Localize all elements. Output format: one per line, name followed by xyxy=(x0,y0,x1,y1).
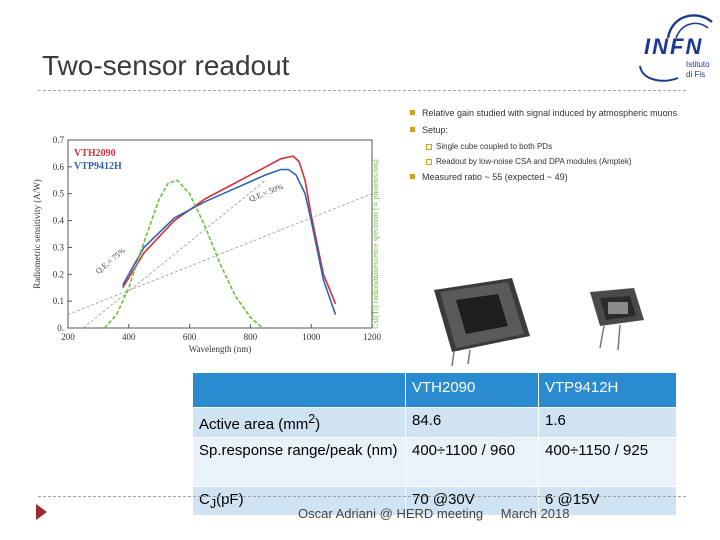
y-tick-label: 0.6 xyxy=(52,161,64,172)
table-row xyxy=(193,438,677,487)
bullet-list xyxy=(410,108,715,189)
bullet-ratio: Measured ratio ~ 55 (expected ~ 49) xyxy=(410,172,715,182)
header-cell-empty xyxy=(193,373,406,408)
x-tick-label: 1200 xyxy=(363,332,381,342)
cell-value: 70 @30V xyxy=(406,487,539,516)
sensitivity-chart xyxy=(32,128,388,358)
x-tick-label: 1000 xyxy=(302,332,321,342)
photodiode-photo xyxy=(420,270,660,370)
footer-author: Oscar Adriani @ HERD meeting xyxy=(298,506,484,521)
annotation-qe-50: Q.E.= 50% xyxy=(247,181,285,204)
row-label: Active area $(mm^2)$ xyxy=(193,408,406,438)
sub-bullet-cube: Single cube coupled to both PDs xyxy=(410,142,715,151)
logo-text: INFN xyxy=(644,34,704,59)
legend-vth2090: VTH2090 xyxy=(74,148,116,159)
y-tick-label: 0.1 xyxy=(52,296,64,307)
legend-vtp9412h: VTP9412H xyxy=(74,161,122,172)
y-tick-label: 0.4 xyxy=(52,215,64,226)
header-cell-vth2090: VTH2090 xyxy=(406,373,539,408)
footer xyxy=(298,506,583,521)
table-header-row xyxy=(193,373,677,408)
y2-axis-label: CsI(Tl) radioluminescence spectrum (∝ photons/nm) xyxy=(371,159,380,329)
logo-subtext: Istituto di Fis xyxy=(686,60,710,79)
cell-value: 84.6 xyxy=(406,408,539,438)
x-axis-label: Wavelength (nm) xyxy=(188,344,252,354)
x-tick-label: 400 xyxy=(122,332,136,342)
header-cell-vtp9412h: VTP9412H xyxy=(539,373,677,408)
row-label: $C_J(pF)$ xyxy=(193,487,406,516)
x-tick-label: 200 xyxy=(61,332,75,342)
cell-value: 400÷1100 / 960 xyxy=(406,438,539,487)
sub-bullet-readout: Readout by low-noise CSA and DPA modules (Amptek) xyxy=(410,157,715,166)
y-tick-label: 0.5 xyxy=(52,188,64,199)
cell-value: 400÷1150 / 925 xyxy=(539,438,677,487)
spec-table xyxy=(192,372,677,516)
bullet-relative-gain: Relative gain studied with signal induced by atmospheric muons xyxy=(410,108,715,118)
title-divider xyxy=(38,90,686,91)
y-tick-label: 0. xyxy=(57,323,64,333)
y-tick-label: 0.2 xyxy=(52,269,64,280)
cell-value: 6 @15V xyxy=(539,487,677,516)
x-tick-label: 600 xyxy=(182,332,197,342)
bullet-setup: Setup: xyxy=(410,125,715,135)
cell-value: 1.6 xyxy=(539,408,677,438)
row-label: Sp.response range/peak (nm) xyxy=(193,438,406,487)
y-axis-label: Radiometric sensitivity (A/W) xyxy=(32,179,42,289)
table-row xyxy=(193,408,677,438)
footer-date: March 2018 xyxy=(500,506,570,521)
y-tick-label: 0.3 xyxy=(52,242,64,253)
slide-title: Two-sensor readout xyxy=(42,50,290,81)
x-tick-label: 800 xyxy=(243,332,258,342)
footer-divider xyxy=(38,496,686,497)
series-line-csi-spectrum xyxy=(105,180,263,328)
next-slide-arrow-icon[interactable] xyxy=(36,504,47,520)
annotation-qe-75: Q.E.= 75% xyxy=(93,245,128,276)
y-tick-label: 0.7 xyxy=(52,135,64,145)
